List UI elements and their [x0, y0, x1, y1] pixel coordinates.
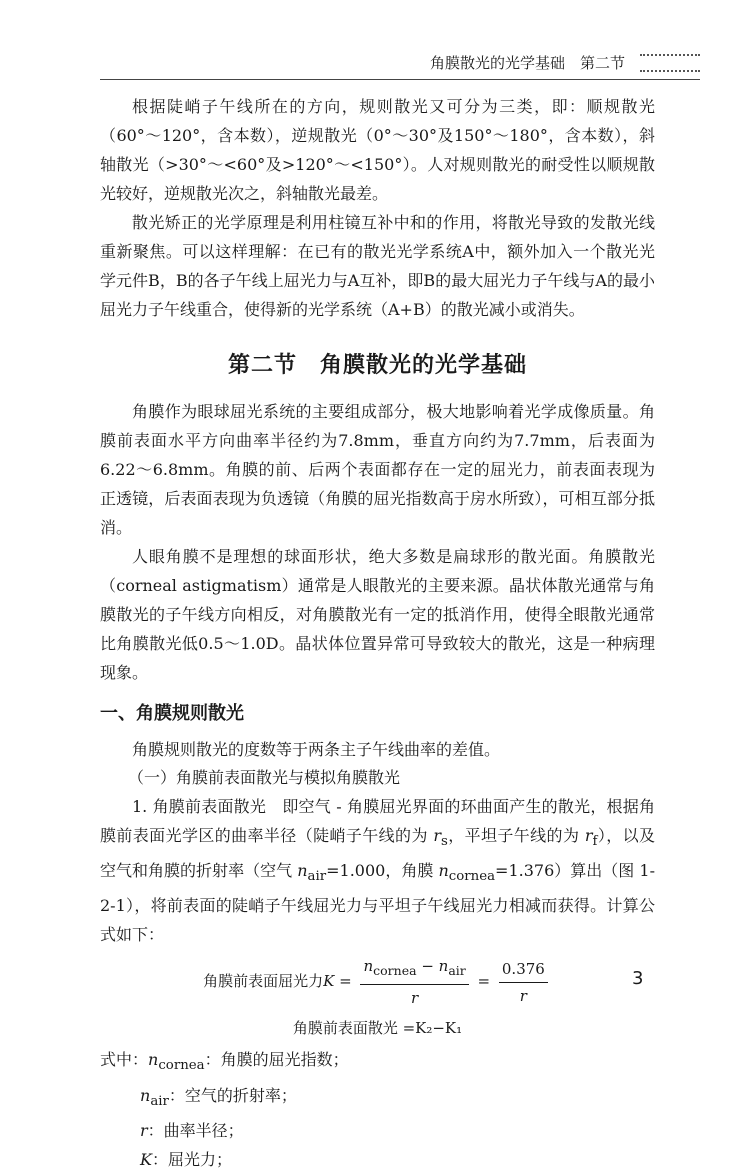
- formula-refractive-power: 角膜前表面屈光力K = $\frac{n_{cornea} - n_{air}}{r}$ = $\frac{0.376}{r}$: [100, 953, 655, 1011]
- paragraph-cornea-role: 角膜作为眼球屈光系统的主要组成部分，极大地影响着光学成像质量。角膜前表面水平方向曲率半径约为7.8mm，垂直方向约为7.7mm，后表面为6.22～6.8mm。角膜的前、后两个表面都存在一定的屈光力，前表面表现为正透镜，后表面表现为负透镜（角膜的屈光指数高于房水所致），可相互部分抵消。: [100, 402, 655, 537]
- section-title: 第二节 角膜散光的光学基础: [227, 353, 527, 378]
- formula-astigmatism: 角膜前表面散光 =K₂−K₁: [292, 1019, 463, 1038]
- paragraph-correction-principle: 散光矫正的光学原理是利用柱镜互补中和的作用，将散光导致的发散光线重新聚焦。可以这样理解：在已有的散光光学系统A中，额外加入一个散光光学元件B，B的各子午线上屈光力与A互补，即B的最大屈光力子午线与A的最小屈光力子午线重合，使得新的光学系统（A+B）的散光减小或消失。: [100, 213, 655, 319]
- fraction-index-difference: $\frac{n_{cornea} - n_{air}}{r}$: [360, 953, 468, 1011]
- paragraph-corneal-astigmatism: 人眼角膜不是理想的球面形状，绝大多数是扁球形的散光面。角膜散光（corneal astigmatism）通常是人眼散光的主要来源。晶状体散光通常与角膜散光的子午线方向相反，对角膜散光有一定的抵消作用，使得全眼散光通常比角膜散光低0.5～1.0D。晶状体位置异常可导致较大的散光，这是一种病理现象。: [100, 547, 655, 682]
- subsection-heading: 一、角膜规则散光: [100, 703, 244, 724]
- running-header: 角膜散光的光学基础 第二节: [429, 54, 625, 72]
- definition-ncornea: 式中：$n_{cornea}$：角膜的屈光指数；: [100, 1050, 349, 1074]
- paragraph-astigmatism-types: 根据陡峭子午线所在的方向，规则散光又可分为三类，即：顺规散光（60°～120°，含本数），逆规散光（0°～30°及150°～180°，含本数），斜轴散光（>30°～<60°及>120°～<150°）。人对规则散光的耐受性以顺规散光较好，逆规散光次之，斜轴散光最差。: [100, 97, 655, 203]
- fraction-constant: $\frac{0.376}{r}$: [499, 956, 548, 1009]
- definition-r: r：曲率半径；: [140, 1120, 244, 1140]
- paragraph-regular-astigmatism: 角膜规则散光的度数等于两条主子午线曲率的差值。: [132, 740, 501, 759]
- subsubsection-heading: （一）角膜前表面散光与模拟角膜散光: [128, 768, 401, 787]
- definition-k: K：屈光力；: [140, 1149, 232, 1169]
- page-body: [100, 92, 655, 1174]
- paragraph-anterior-surface: 1. 角膜前表面散光 即空气 - 角膜屈光界面的环曲面产生的散光，根据角膜前表面光学区的曲率半径（陡峭子午线的为 $r_s$，平坦子午线的为 $r_f$），以及空气和角膜的折射率（空气 $n_{air}=1.000$，角膜 $n_{cornea}=1.376$）算出（图 1-2-1），将前表面的陡峭子午线屈光力与平坦子午线屈光力相减而获得。计算公式如下：: [100, 797, 655, 945]
- page-number: 3: [632, 968, 644, 989]
- header-dotted-ornament: [640, 54, 700, 72]
- definition-nair: $n_{air}$：空气的折射率；: [140, 1085, 297, 1109]
- header-rule: [100, 79, 700, 80]
